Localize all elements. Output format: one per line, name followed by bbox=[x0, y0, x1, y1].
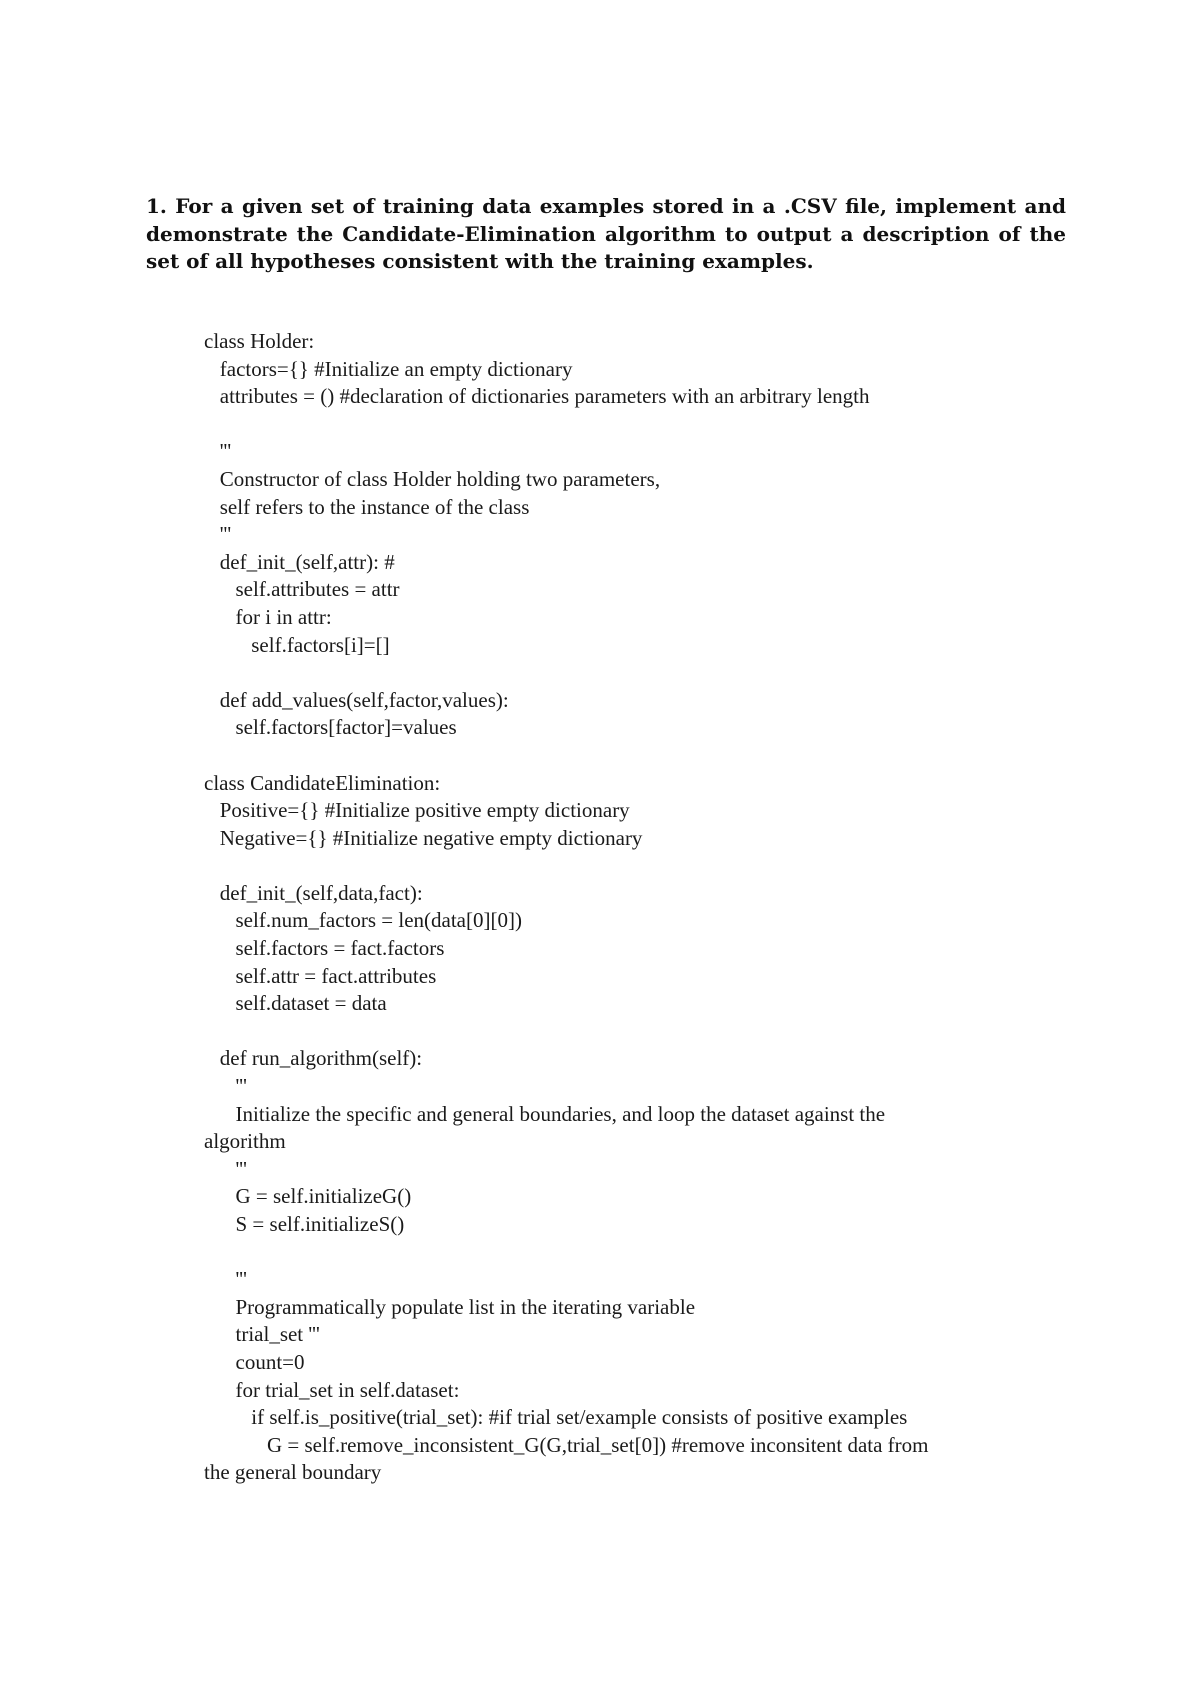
code-line: class CandidateElimination: bbox=[204, 770, 441, 795]
code-line: the general boundary bbox=[204, 1460, 382, 1485]
code-listing bbox=[204, 328, 1104, 1487]
code-line: Positive={} #Initialize positive empty dictionary bbox=[204, 798, 630, 823]
code-line: def_init_(self,attr): # bbox=[204, 549, 395, 574]
code-line: self refers to the instance of the class bbox=[204, 494, 530, 519]
code-line: Initialize the specific and general boundaries, and loop the dataset against the bbox=[204, 1101, 886, 1126]
code-line: Programmatically populate list in the iterating variable bbox=[204, 1294, 696, 1319]
code-line: self.attributes = attr bbox=[204, 577, 400, 602]
code-line: self.factors[i]=[] bbox=[204, 632, 390, 657]
code-line: class Holder: bbox=[204, 329, 315, 353]
code-line: self.dataset = data bbox=[204, 991, 387, 1016]
code-line: def_init_(self,data,fact): bbox=[204, 880, 423, 905]
code-line: self.attr = fact.attributes bbox=[204, 963, 437, 988]
code-line: self.num_factors = len(data[0][0]) bbox=[204, 908, 522, 933]
code-line: ''' bbox=[204, 1074, 247, 1099]
code-line: trial_set ''' bbox=[204, 1322, 320, 1347]
question-number: 1. bbox=[146, 194, 167, 218]
code-line: self.factors[factor]=values bbox=[204, 715, 457, 740]
code-line: Constructor of class Holder holding two parameters, bbox=[204, 466, 661, 491]
code-line: Negative={} #Initialize negative empty dictionary bbox=[204, 825, 643, 850]
code-line: self.factors = fact.factors bbox=[204, 936, 445, 961]
code-line: for i in attr: bbox=[204, 604, 332, 629]
code-line: G = self.remove_inconsistent_G(G,trial_set[0]) #remove inconsitent data from bbox=[204, 1432, 929, 1457]
code-line: if self.is_positive(trial_set): #if trial set/example consists of positive examples bbox=[204, 1405, 908, 1430]
code-line: def run_algorithm(self): bbox=[204, 1046, 423, 1071]
question-text bbox=[146, 193, 1066, 276]
code-line bbox=[204, 411, 1104, 439]
code-line: attributes = () #declaration of dictionaries parameters with an arbitrary length bbox=[204, 384, 870, 409]
code-line: algorithm bbox=[204, 1129, 286, 1154]
code-line: def add_values(self,factor,values): bbox=[204, 687, 509, 712]
code-line bbox=[204, 659, 1104, 687]
code-line: count=0 bbox=[204, 1349, 305, 1374]
code-line: ''' bbox=[204, 439, 232, 464]
code-line bbox=[204, 1018, 1104, 1046]
code-line bbox=[204, 742, 1104, 770]
code-line: G = self.initializeG() bbox=[204, 1184, 412, 1209]
question-body: For a given set of training data examples stored in a .CSV file, implement and demonstrate the Candidate-Elimination algorithm to output a description of the set of all hypotheses consistent with the training examples. bbox=[146, 194, 1066, 273]
code-line: for trial_set in self.dataset: bbox=[204, 1377, 460, 1402]
code-line: S = self.initializeS() bbox=[204, 1212, 405, 1236]
code-line bbox=[204, 1239, 1104, 1267]
code-line: ''' bbox=[204, 522, 232, 547]
code-line: factors={} #Initialize an empty dictionary bbox=[204, 356, 573, 381]
code-line: ''' bbox=[204, 1267, 247, 1292]
code-line bbox=[204, 852, 1104, 880]
code-line: ''' bbox=[204, 1156, 247, 1181]
